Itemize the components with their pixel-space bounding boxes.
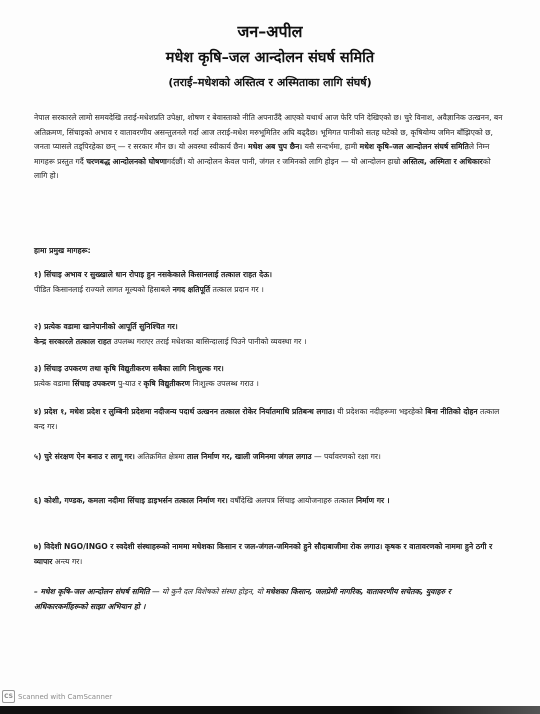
demand-text: पीडित किसानलाई राज्यले लागत मूल्यको हिसाबले <box>34 284 171 294</box>
demand-bold: नगद क्षतिपूर्ति <box>172 284 211 294</box>
intro-text-2c: ले निम्न मागहरू प्रस्तुत गर्दै <box>34 142 490 166</box>
demand-text: तत्काल बन्द गर। <box>34 407 500 431</box>
demand-text: वर्षौंदेखि अलपत्र सिंचाइ आयोजनाहरु तत्काल <box>230 496 354 505</box>
demand-body <box>34 283 506 298</box>
appeal-title: जन–अपील <box>237 22 303 41</box>
demand-item <box>34 362 506 391</box>
demand-item <box>34 320 506 349</box>
organization-subtitle: (तराई–मधेशको अस्तित्व र अस्मिताका लागि संघर्ष) <box>168 76 372 89</box>
demand-text: पु-याउ र <box>117 378 142 388</box>
intro-text-2g: को लागि हो। <box>34 156 491 181</box>
demands-heading: हामा प्रमुख मागहरू: <box>34 246 91 255</box>
demand-bold: कृषक र वातावरणको नाममा हुने ठगी र व्यापार <box>34 542 493 566</box>
demand-text: उपलब्ध गराएर तराई मधेशका बासिन्दालाई पिउने पानीको व्यवस्था गर । <box>111 336 307 346</box>
committee-name-inline: मधेश कृषि–जल आन्दोलन संघर्ष समिति <box>359 142 469 152</box>
camscanner-logo-icon: CS <box>2 690 15 703</box>
demand-heading: ३) सिंचाइ उपकरण तथा कृषि विद्युतीकरण सबैका लागि निःशुल्क गर। <box>34 364 224 373</box>
intro-paragraph-1 <box>34 111 506 184</box>
intro-text-2e: गर्दछौं। यो आन्दोलन केवल पानी, जंगल र जमिनको लागि होइन — यो आन्दोलन हाम्रो <box>166 156 401 166</box>
demand-bold: बिना नीतिको दोहन <box>425 407 478 416</box>
watermark-text: Scanned with CamScanner <box>18 692 113 701</box>
intro-text-2a: यसै सन्दर्भमा, हामी <box>304 142 358 152</box>
demand-text: अन्त्य गर। <box>54 556 83 566</box>
demand-body <box>34 377 506 392</box>
existence-identity-rights: अस्तित्व, अस्मिता र अधिकार <box>402 156 483 166</box>
closing-bold: वातावरणीय सचेतक, युवाहरु र अधिकारकर्मीहरूको साझा अभियान हो । <box>34 587 451 611</box>
demand-text: तत्काल प्रदान गर । <box>212 284 264 294</box>
demand-text: प्रत्येक वडामा <box>34 378 70 388</box>
intro-text: नेपाल सरकारले लामो समयदेखि तराई-मधेशप्रति उपेक्षा, शोषण र बेवास्ताको नीति अपनाउँदै आएको यथार्थ आज फेरि पनि देखिएको छ। चुरे विनाश, अवैज्ञानिक उत्खनन, बन अतिक्रमण, सिंचाइको अभाव र वातावरणीय असन्तुलनले गर्दा आज तराई-मधेश मरुभूमितिर अघि बढ्दैछ। भूमिगत पानीको सतह घटेको छ, कृषियोग्य जमिन बाँझिएको छ, जनता प्यासले तड्पिरहेका छन् — र सरकार मौन छ। यो अवस्था स्वीकार्य छैन। <box>34 113 503 152</box>
demand-item <box>34 540 506 569</box>
demand-bold: ताल निर्माण गर, खाली जमिनमा जंगल लगाउ <box>187 452 312 461</box>
bottom-edge-shadow <box>0 706 540 714</box>
demand-bold: सिंचाइ उपकरण <box>72 378 116 388</box>
demand-bold: केन्द्र सरकारले तत्काल राहत <box>34 336 112 346</box>
demand-text: — पर्यावरणको रक्षा गर। <box>314 452 381 461</box>
demand-heading: ७) विदेशी NGO/INGO र स्वदेशी संस्थाहरूको नाममा मधेशका किसान र जल-जंगल-जमिनको हुने सौदाबाजीमा रोक लगाउ। <box>34 542 383 551</box>
demand-heading: १) सिंचाइ अभाव र सुख्खाले धान रोपाइ हुन नसकेकाले किसानलाई तत्काल राहत देऊ। <box>34 270 272 279</box>
demand-item <box>34 405 506 434</box>
demand-text: निःशुल्क उपलब्ध गराउ । <box>192 378 259 388</box>
closing-committee: – मधेश कृषि–जल आन्दोलन संघर्ष समिति <box>34 587 150 596</box>
demand-heading: ४) प्रदेश १, मधेश प्रदेश र लुम्बिनी प्रदेशमा नदीजन्य पदार्थ उत्खनन तत्काल रोकेर निर्यातमाथि प्रतिबन्ध लगाउ। <box>34 407 335 416</box>
demand-text: अतिक्रमित क्षेत्रमा <box>137 452 185 461</box>
organization-name: मधेश कृषि–जल आन्दोलन संघर्ष समिति <box>165 50 375 66</box>
demand-heading: ६) कोशी, गण्डक, कमला नदीमा सिंचाइ डाइभर्सन तत्काल निर्माण गर। <box>34 496 228 505</box>
demand-heading: २) प्रत्येक वडामा खानेपानीको आपूर्ति सुनिश्चित गर। <box>34 322 178 331</box>
demand-body <box>34 335 506 350</box>
camscanner-watermark <box>2 690 202 703</box>
demand-item <box>34 450 506 465</box>
closing-text: — यो कुनै दल विशेषको संस्था होइन, यो <box>152 587 264 596</box>
intro-bold-text: मधेश अब चुप छैन। <box>248 142 303 152</box>
demand-heading: ५) चुरे संरक्षण ऐन बनाउ र लागू गर। <box>34 452 135 461</box>
movement-declaration: चरणबद्ध आन्दोलनको घोषणा <box>86 156 167 166</box>
closing-bold: मधेशका किसान, जलप्रेमी नागरिक, <box>265 587 364 596</box>
demand-item <box>34 268 506 297</box>
demand-item <box>34 494 506 509</box>
demand-bold: कृषि विद्युतीकरण <box>143 378 191 388</box>
demand-bold: निर्माण गर । <box>355 496 390 505</box>
demand-text: यी प्रदेशका नदीहरूमा भइरहेको <box>337 407 423 416</box>
closing-statement <box>34 585 506 614</box>
